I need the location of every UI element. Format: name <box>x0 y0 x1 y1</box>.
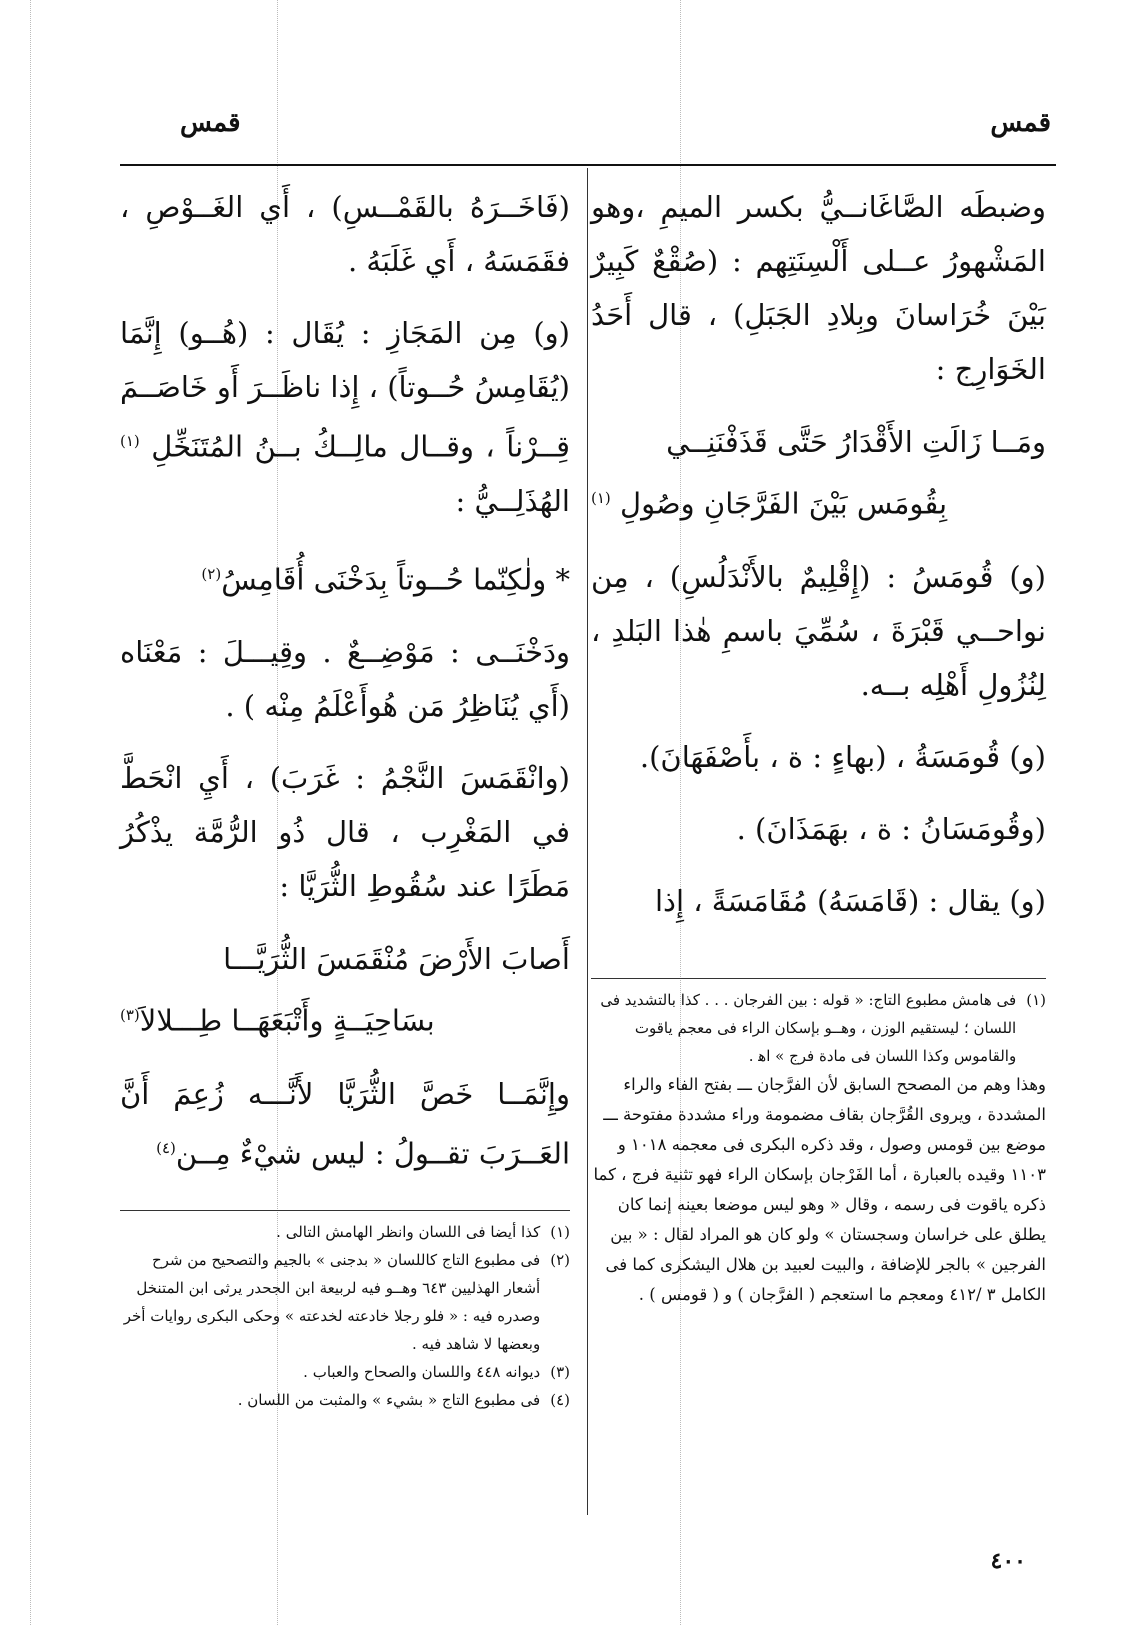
paragraph: (و) يقال : (قَامَسَهُ) مُقَامَسَةً ، إِذا <box>654 883 1046 918</box>
paragraph-text: الهُذَلِــيُّ : <box>455 483 570 518</box>
footnote <box>120 1358 570 1386</box>
footnote <box>120 1246 570 1358</box>
paragraph-text: وإِنَّمَــا خَصَّ الثُّرَيَّا لأَنَّـــه زُعِمَ أَنَّ العَــرَبَ تقــولُ : ليس شيْءٌ مِــن <box>120 1076 570 1171</box>
footnote-text: ديوانه ٤٤٨ واللسان والصحاح والعباب . <box>303 1363 541 1381</box>
verse-line <box>120 987 570 1049</box>
verse <box>120 931 570 1049</box>
footnote-number: (١) <box>550 1223 570 1241</box>
footnotes-right <box>591 986 1046 1310</box>
paragraph-text: (و) مِن المَجَازِ : يُقَال : (هُــو) إِنَّمَا (يُقَامِسُ حُــوتاً) ، إِذا ناظَــرَ أَو خَاصَــمَ قِــرْناً ، وقــال مالِــكُ بــنُ المُتَنَخِّلِ <box>120 316 570 464</box>
verse-line <box>591 470 1046 532</box>
paragraph: (و) قُومَسَةُ ، (بهاءٍ : ة ، بأَصْفَهَانَ). <box>639 739 1046 774</box>
paragraph <box>120 306 570 528</box>
verse-text: بسَاحِيَــةٍ وأَتْبَعَهَــا طِـــلالاَ <box>139 1003 435 1038</box>
paragraph: (و) قُومَسُ : (إِقْلِيمٌ بالأَنْدَلُسِ) ، مِن نواحــي قَبْرَةَ ، سُمِّيَ باسمِ هٰذا البَلدِ ، لِنُزُولِ أَهْلِه بــه. <box>591 559 1046 702</box>
verse <box>591 414 1046 532</box>
scan-fold-line <box>30 0 31 1625</box>
right-column <box>591 180 1046 946</box>
column-divider <box>587 168 588 1515</box>
left-column <box>120 180 570 1199</box>
footnote-number: (٢) <box>550 1251 570 1269</box>
verse-text: بِقُومَس بَيْنَ الفَرَّجَانِ وصُولِ <box>620 486 948 521</box>
paragraph: (وانْقَمَسَ النَّجْمُ : غَرَبَ) ، أَيِ انْحَطَّ في المَغْرِب ، قال ذُو الرُّمَّة يذْكُرُ مَطَرًا عند سُقُوطِ الثُّرَيَّا : <box>120 761 570 904</box>
footnote-text: فى مطبوع التاج « بشيء » والمثبت من اللسان . <box>237 1391 541 1409</box>
footnotes-left <box>120 1218 570 1414</box>
verse-line: أَصابَ الأَرْضَ مُنْقَمَسَ الثُّرَيَّـــا <box>223 942 570 977</box>
footnote-text: فى هامش مطبوع التاج: « قوله : بين الفرجان . . . كذا بالتشديد فى اللسان ؛ ليستقيم الوزن ، وهــو بإسكان الراء فى معجم ياقوت والقاموس وكذا اللسان فى مادة فرج » اﻫ . <box>600 991 1017 1065</box>
footnote <box>120 1218 570 1246</box>
footnote-number: (٤) <box>550 1391 570 1409</box>
verse-line: ومَــا زَالَتِ الأَقْدَارُ حَتَّى قَذَفْنَنِــي <box>666 425 1046 459</box>
paragraph: (فَاخَــرَهُ بالقَمْــسِ) ، أَي الغَــوْصِ ، فقَمَسَهُ ، أَي غَلَبَهُ . <box>120 190 570 278</box>
footnote-ref: (٣) <box>120 1006 140 1025</box>
verse-text: * ولٰكِنّما حُــوتاً بِدَخْنَى أُقَامِسُ <box>221 562 570 597</box>
footnote-ref: (١) <box>120 432 140 450</box>
footnote-ref: (١) <box>591 489 611 507</box>
running-header-right: قمس <box>990 108 1051 138</box>
paragraph: (وقُومَسَانُ : ة ، بهَمَذَانَ) . <box>736 811 1046 846</box>
footnote-ref: (٢) <box>201 564 222 583</box>
page-number: ٤٠٠ <box>990 1548 1026 1574</box>
footnote-continuation: وهذا وهم من المصحح السابق لأن الفرَّجان ـــ بفتح الفاء والراء المشددة ، ويروى القُرَّجان بقاف مضمومة وراء مشددة مفتوحة ـــ موضع بين قومس وصول ، وقد ذكره البكرى فى معجمه ١٠١٨ و ١١٠٣ وقيده بالعبارة ، أما الفَرْجان بإسكان الراء فهو تثنية فرج ، كما ذكره ياقوت فى رسمه ، وقال « وهو ليس موضعا بعينه إنما كان يطلق على خراسان وسجستان » ولو كان هو المراد لقال : « بين الفرجين » بالجر للإضافة ، والبيت لعبيد بن هلال اليشكرى كما فى الكامل ٣ /٤١٢ ومعجم ما استعجم ( الفرَّجان ) و ( قومس ) . <box>593 1075 1046 1304</box>
footnote-text: كذا أيضا فى اللسان وانظر الهامش التالى . <box>276 1223 541 1241</box>
verse-line <box>120 546 570 608</box>
footnote-rule <box>591 978 1046 979</box>
paragraph: وضبطَه الصَّاغَانــيُّ بكسر الميمِ ،وهو المَشْهورُ عــلى أَلْسِنَتِهم : (صُقْعٌ كَبِيرٌ بَيْنَ خُرَاسانَ وبِلادِ الجَبَلِ) ، قال أَحَدُ الخَوَارِج : <box>591 190 1046 386</box>
verse <box>120 546 570 608</box>
footnote <box>120 1386 570 1414</box>
paragraph: ودَخْنَــى : مَوْضِــعٌ . وقِيـــلَ : مَعْنَاه (أَي يُنَاظِرُ مَن هُوأَعْلَمُ مِنْه ) . <box>120 635 570 724</box>
footnote-number: (٣) <box>550 1363 570 1381</box>
footnote-ref: (٤) <box>156 1138 176 1157</box>
footnote-text: فى مطبوع التاج كاللسان « بدجنى » بالجيم والتصحيح من شرح أشعار الهذليين ٦٤٣ وهــو فيه لربيعة ابن الجحدر يرثى ابن المتنخل وصدره فيه : « فلو رجلا خادعته لخدعته » وحكى البكرى روايات أخر وبعضها لا شاهد فيه . <box>123 1251 541 1353</box>
footnote-number: (١) <box>1026 991 1046 1009</box>
running-header-left: قمس <box>180 108 241 138</box>
footnote <box>591 986 1046 1070</box>
paragraph <box>120 1067 570 1181</box>
footnote-rule <box>120 1210 570 1211</box>
header-rule <box>120 164 1056 166</box>
